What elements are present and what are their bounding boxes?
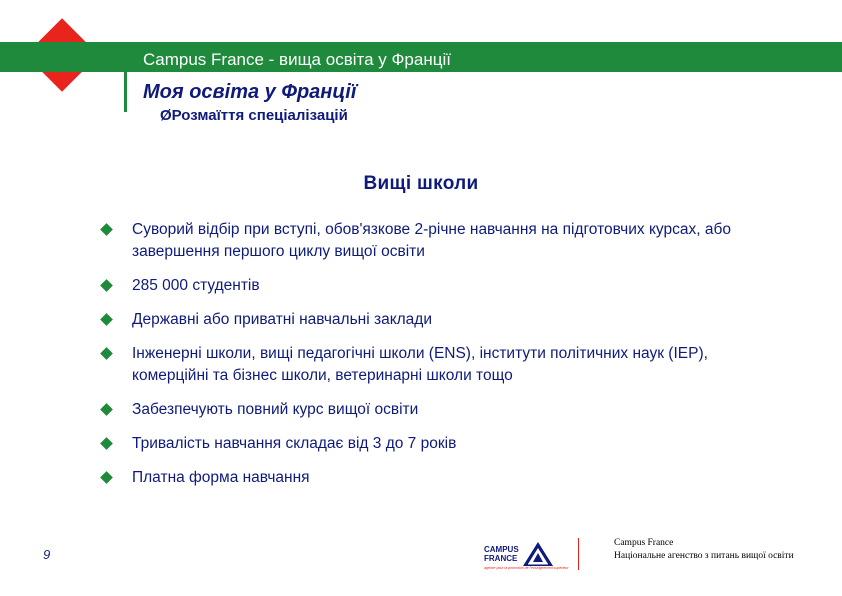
header-divider (124, 44, 127, 112)
topic-label: ØРозмаїття спеціалізацій (160, 107, 348, 124)
bullet-text: Інженерні школи, вищі педагогічні школи (ENS), інститути політичних наук (IEP), комерційні та бізнес школи, ветеринарні школи тощо (132, 345, 708, 384)
header-title: Campus France - вища освіта у Франції (143, 50, 451, 69)
bullet-text: Платна форма навчання (132, 469, 310, 486)
section-heading: Вищі школи (363, 173, 479, 194)
footer-org-name: Campus France (614, 538, 674, 548)
bullet-text: Суворий відбір при вступі, обов'язкове 2-річне навчання на підготовчих курсах, або завершення першого циклу вищої освіти (132, 221, 731, 260)
bullet-text: Державні або приватні навчальні заклади (132, 311, 433, 328)
bullet-item (97, 467, 777, 489)
logo-word-1: CAMPUS (484, 545, 519, 554)
bullet-item (97, 433, 777, 455)
bullet-item (97, 219, 777, 263)
bullet-text: 285 000 студентів (132, 277, 260, 294)
footer-divider (578, 538, 579, 570)
bullet-marker-icon (100, 403, 113, 416)
bullet-marker-icon (100, 471, 113, 484)
bullet-item (97, 275, 777, 297)
footer-org-description: Національне агенство з питань вищої освіти (614, 551, 794, 561)
logo-tagline: agence pour la promotion de l'enseignement supérieur (484, 566, 569, 570)
page-number: 9 (43, 547, 51, 562)
bullet-text: Забезпечують повний курс вищої освіти (132, 401, 419, 418)
footer-organization (614, 537, 794, 563)
logo-word-2: FRANCE (484, 554, 518, 563)
bullet-marker-icon (100, 279, 113, 292)
bullet-item (97, 309, 777, 331)
bullet-item (97, 343, 777, 387)
bullet-text: Тривалість навчання складає від 3 до 7 років (132, 435, 457, 452)
bullet-item (97, 399, 777, 421)
logo-wordmark (484, 545, 519, 563)
bullet-marker-icon (100, 313, 113, 326)
bullet-marker-icon (100, 437, 113, 450)
bullet-marker-icon (100, 347, 113, 360)
bullet-list (97, 219, 777, 489)
page-subtitle: Моя освіта у Франції (143, 81, 357, 103)
bullet-marker-icon (100, 223, 113, 236)
